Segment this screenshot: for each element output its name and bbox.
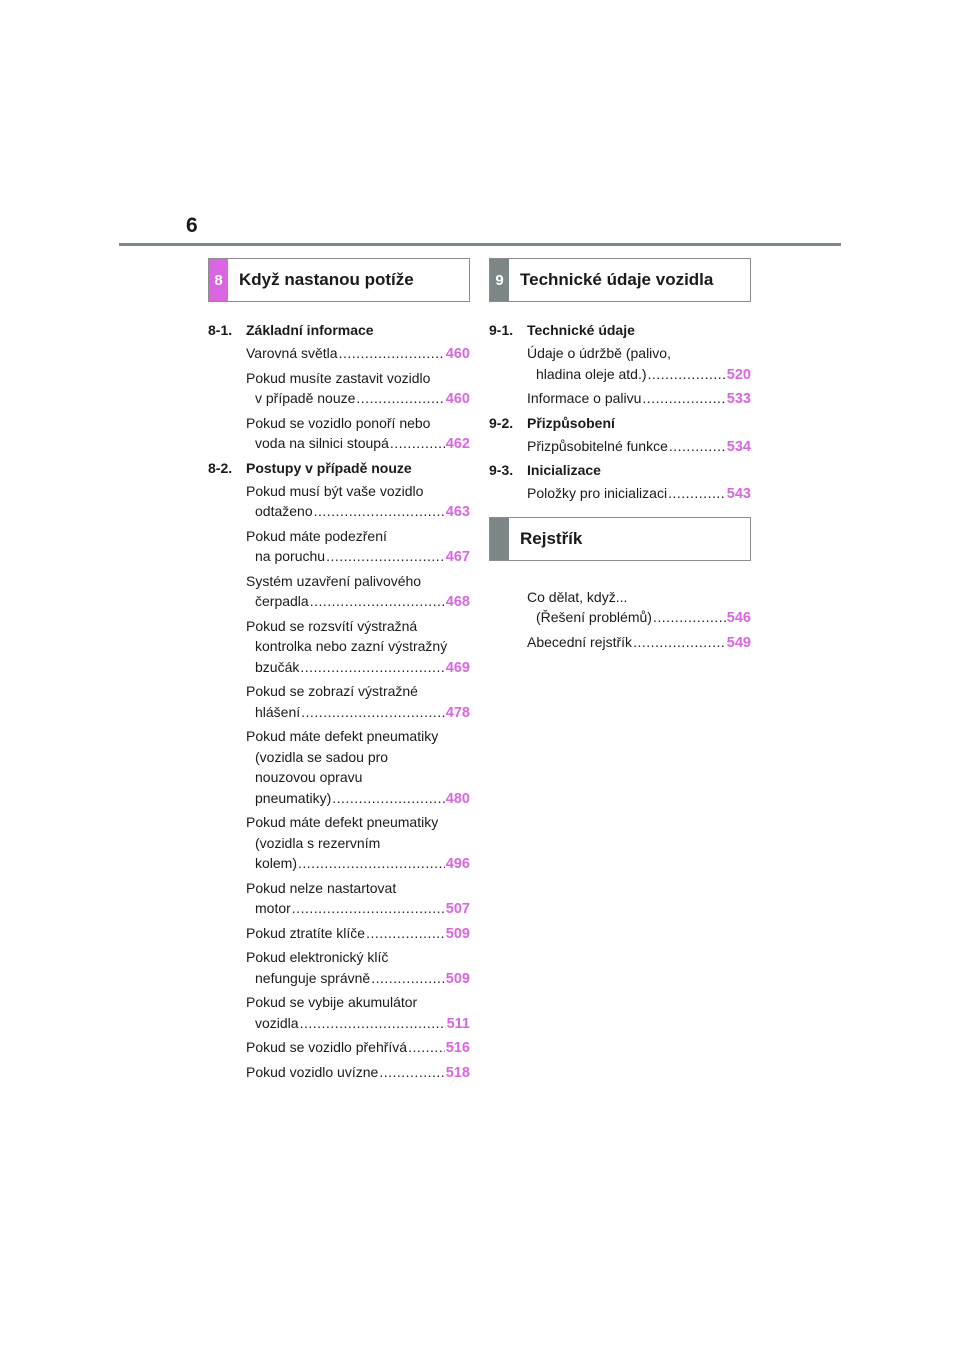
entry-text: Pokud máte defekt pneumatiky — [246, 814, 439, 830]
entry-text: bzučák — [255, 658, 300, 675]
entry-line — [527, 364, 751, 386]
entry-line — [246, 481, 470, 502]
toc-entry[interactable] — [208, 726, 470, 809]
dot-leader — [332, 788, 445, 809]
toc-entry[interactable] — [208, 947, 470, 989]
entry-line — [246, 833, 470, 854]
group-heading[interactable] — [489, 460, 751, 480]
dot-leader — [310, 591, 445, 612]
entry-line — [246, 788, 470, 810]
page-link[interactable]: 509 — [445, 925, 470, 942]
group-number: 8-2. — [208, 459, 233, 476]
page-link[interactable]: 463 — [445, 504, 470, 520]
toc-entry[interactable] — [208, 923, 470, 945]
page-link[interactable]: 478 — [445, 704, 470, 721]
toc-group — [489, 460, 751, 505]
group-title: Přizpůsobení — [527, 414, 615, 431]
page-link[interactable]: 496 — [445, 856, 470, 872]
toc-entry[interactable] — [489, 483, 751, 505]
entry-text: Pokud máte defekt pneumatiky — [246, 728, 439, 744]
group-title: Základní informace — [246, 322, 374, 338]
page-link[interactable]: 509 — [445, 970, 470, 987]
entry-line — [527, 436, 751, 458]
entry-line — [246, 878, 470, 899]
header-rule — [119, 243, 841, 246]
entry-line — [246, 501, 470, 523]
dot-leader — [366, 923, 445, 944]
group-heading[interactable] — [489, 413, 751, 433]
toc-entry[interactable] — [208, 481, 470, 523]
section-title: Když nastanou potíže — [239, 270, 414, 289]
toc-group — [489, 413, 751, 458]
dot-leader — [300, 1013, 446, 1034]
entry-line — [246, 388, 470, 410]
entry-text: Pokud se vozidlo ponoří nebo — [246, 414, 431, 431]
entry-text: Údaje o údržbě (palivo, — [527, 345, 671, 361]
entry-line — [246, 1037, 470, 1059]
toc-list — [208, 320, 470, 1083]
toc-entry[interactable] — [208, 413, 470, 455]
dot-leader — [314, 501, 445, 522]
toc-entry[interactable] — [208, 878, 470, 920]
entry-text: Položky pro inicializaci — [527, 485, 668, 501]
entry-text: Pokud se zobrazí výstražné — [246, 683, 418, 699]
entry-line — [246, 853, 470, 875]
page-link[interactable]: 546 — [726, 610, 751, 626]
entry-line — [246, 923, 470, 945]
entry-line — [246, 1062, 470, 1084]
entry-text: Přizpůsobitelné funkce — [527, 437, 668, 454]
dot-leader — [408, 1037, 445, 1058]
toc-list — [489, 320, 751, 505]
entry-line — [527, 483, 751, 505]
entry-text: odtaženo — [255, 503, 313, 519]
toc-entry[interactable] — [489, 436, 751, 458]
entry-line — [527, 607, 751, 629]
entry-line — [246, 968, 470, 990]
entry-line — [246, 636, 470, 657]
toc-entry[interactable] — [208, 616, 470, 679]
group-number: 9-3. — [489, 462, 514, 478]
entry-line — [246, 571, 470, 592]
index-list — [489, 587, 751, 654]
page-link[interactable]: 469 — [445, 659, 470, 676]
entry-text: hladina oleje atd.) — [536, 365, 647, 382]
dot-leader — [301, 702, 445, 723]
entry-line — [246, 616, 470, 637]
group-number: 9-1. — [489, 322, 514, 338]
entry-text: čerpadla — [255, 593, 309, 609]
entry-text: Pokud se vybije akumulátor — [246, 994, 418, 1010]
index-tab — [490, 518, 509, 560]
page-link[interactable]: 507 — [445, 901, 470, 917]
entry-line — [246, 681, 470, 702]
entry-line — [246, 1013, 470, 1035]
page-link[interactable]: 533 — [726, 391, 751, 407]
toc-entry[interactable] — [489, 343, 751, 385]
left-column — [208, 258, 470, 1086]
entry-text: motor — [255, 900, 291, 916]
entry-text: Varovná světla — [246, 345, 338, 361]
section-number-tab: 8 — [209, 259, 228, 301]
toc-entry[interactable] — [208, 368, 470, 410]
entry-line — [246, 413, 470, 434]
dot-leader — [371, 968, 445, 989]
page-link[interactable]: 534 — [726, 438, 751, 455]
dot-leader — [326, 546, 445, 567]
entry-text: (Řešení problémů) — [536, 609, 652, 625]
dot-leader — [642, 388, 725, 409]
entry-text: Pokud musí být vaše vozidlo — [246, 482, 424, 499]
entry-line — [246, 812, 470, 833]
page-link[interactable]: 460 — [445, 346, 470, 362]
toc-entry[interactable] — [208, 571, 470, 613]
dot-leader — [653, 607, 726, 628]
section-title: Technické údaje vozidla — [520, 270, 714, 289]
index-header — [489, 517, 751, 561]
toc-group — [489, 320, 751, 410]
entry-text: (vozidla se sadou pro — [255, 748, 389, 765]
page-link[interactable]: 462 — [445, 436, 470, 452]
entry-text: Systém uzavření palivového — [246, 572, 422, 589]
group-title: Technické údaje — [527, 322, 635, 338]
toc-group — [208, 458, 470, 1084]
group-heading[interactable] — [489, 320, 751, 340]
entry-text: Informace o palivu — [527, 390, 642, 406]
entry-line — [246, 898, 470, 920]
entry-text: na poruchu — [255, 548, 326, 564]
entry-text: (vozidla s rezervním — [255, 834, 381, 851]
entry-text: hlášení — [255, 703, 301, 720]
toc-entry[interactable] — [208, 681, 470, 723]
entry-text: Pokud vozidlo uvízne — [246, 1063, 379, 1080]
section-header-8 — [208, 258, 470, 302]
dot-leader — [379, 1062, 444, 1083]
page-link[interactable]: 460 — [445, 391, 470, 407]
group-title: Postupy v případě nouze — [246, 459, 412, 476]
toc-entry[interactable] — [208, 812, 470, 875]
entry-line — [246, 343, 470, 365]
entry-line — [246, 726, 470, 747]
entry-line — [527, 632, 751, 654]
toc-entry[interactable] — [489, 632, 751, 654]
entry-text: kontrolka nebo zazní výstražný — [255, 638, 448, 654]
page-link[interactable]: 468 — [445, 594, 470, 610]
entry-text: voda na silnici stoupá — [255, 435, 389, 451]
dot-leader — [298, 853, 445, 874]
right-column — [489, 258, 751, 656]
group-title: Inicializace — [527, 462, 601, 478]
entry-line — [246, 702, 470, 724]
entry-text: Pokud máte podezření — [246, 527, 387, 544]
toc-entry[interactable] — [208, 526, 470, 568]
toc-entry[interactable] — [489, 587, 751, 629]
entry-line — [246, 591, 470, 613]
entry-text: Pokud se rozsvítí výstražná — [246, 617, 418, 634]
page-link[interactable]: 480 — [445, 790, 470, 807]
entry-line — [246, 767, 470, 788]
dot-leader — [292, 898, 445, 919]
dot-leader — [669, 436, 726, 457]
entry-text: Pokud se vozidlo přehřívá — [246, 1039, 408, 1055]
entry-text: kolem) — [255, 855, 298, 871]
page-link[interactable]: 511 — [446, 1015, 470, 1032]
entry-text: Co dělat, když... — [527, 588, 628, 605]
dot-leader — [633, 632, 726, 653]
entry-line — [246, 433, 470, 455]
dot-leader — [390, 433, 445, 454]
group-heading[interactable] — [208, 320, 470, 340]
toc-entry[interactable] — [208, 1037, 470, 1059]
dot-leader — [648, 364, 726, 385]
entry-line — [246, 368, 470, 389]
entry-text: Pokud musíte zastavit vozidlo — [246, 369, 431, 386]
entry-line — [246, 526, 470, 547]
dot-leader — [356, 388, 444, 409]
index-title: Rejstřík — [520, 528, 583, 548]
toc-group — [208, 320, 470, 455]
toc-entry[interactable] — [489, 388, 751, 410]
toc-entry[interactable] — [208, 992, 470, 1034]
dot-leader — [300, 657, 444, 678]
entry-line — [527, 587, 751, 608]
entry-text: Pokud ztratíte klíče — [246, 924, 366, 941]
entry-text: nouzovou opravu — [255, 769, 363, 785]
page-link[interactable]: 543 — [726, 486, 751, 502]
entry-line — [246, 992, 470, 1013]
page-link[interactable]: 520 — [726, 366, 751, 383]
entry-line — [246, 947, 470, 968]
dot-leader — [668, 483, 726, 504]
entry-line — [246, 657, 470, 679]
entry-line — [246, 747, 470, 768]
entry-text: vozidla — [255, 1014, 299, 1031]
group-number: 9-2. — [489, 414, 514, 431]
group-heading[interactable] — [208, 458, 470, 478]
toc-entry[interactable] — [208, 343, 470, 365]
group-number: 8-1. — [208, 322, 233, 338]
entry-line — [527, 388, 751, 410]
page-link[interactable]: 549 — [726, 634, 751, 651]
entry-text: pneumatiky) — [255, 789, 332, 806]
page-link[interactable]: 518 — [445, 1064, 470, 1081]
entry-text: Abecední rejstřík — [527, 633, 633, 650]
section-header-9 — [489, 258, 751, 302]
toc-entry[interactable] — [208, 1062, 470, 1084]
section-number-tab: 9 — [490, 259, 509, 301]
entry-line — [527, 343, 751, 364]
page-link[interactable]: 516 — [445, 1040, 470, 1056]
entry-text: nefunguje správně — [255, 969, 371, 986]
entry-line — [246, 546, 470, 568]
entry-text: v případě nouze — [255, 390, 356, 406]
entry-text: Pokud nelze nastartovat — [246, 879, 397, 896]
dot-leader — [339, 343, 445, 364]
entry-text: Pokud elektronický klíč — [246, 949, 389, 965]
page-link[interactable]: 467 — [445, 549, 470, 565]
page-number: 6 — [186, 214, 198, 237]
